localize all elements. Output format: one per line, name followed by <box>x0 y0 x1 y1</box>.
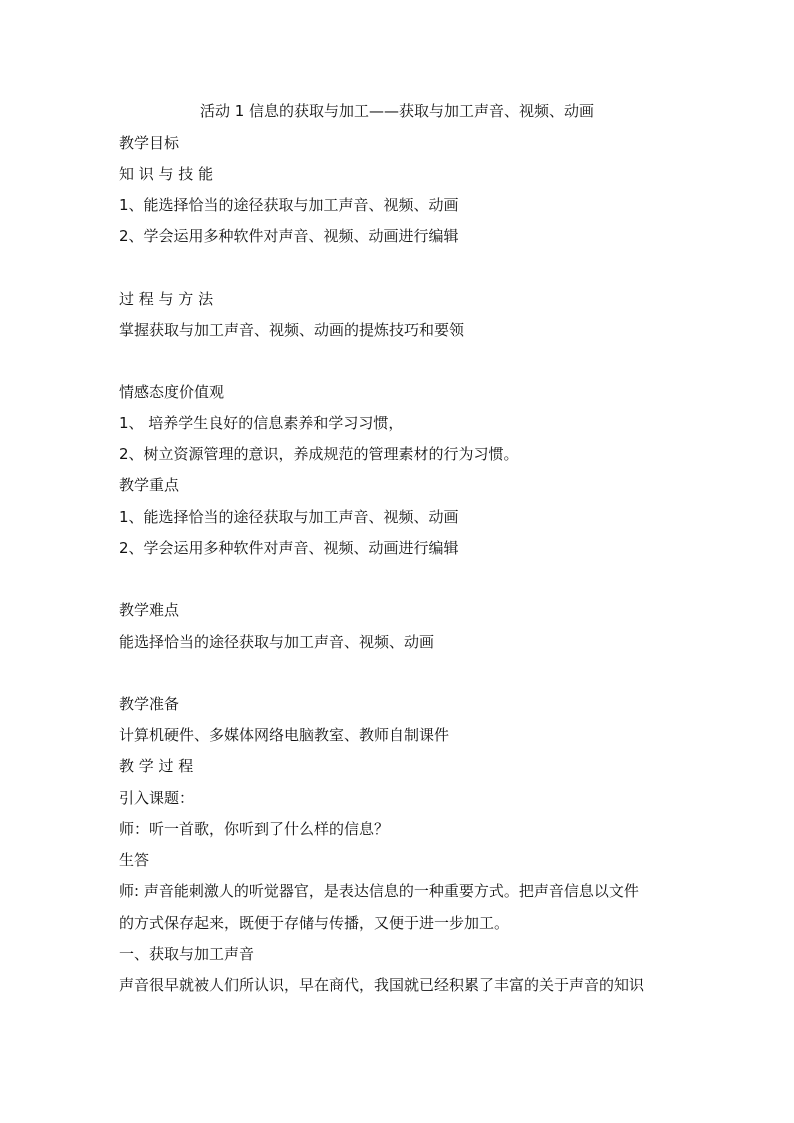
text-line: 师：听一首歌，你听到了什么样的信息？ <box>119 820 390 838</box>
text-line: 1、能选择恰当的途径获取与加工声音、视频、动画 <box>119 196 459 214</box>
text-line: 2、学会运用多种软件对声音、视频、动画进行编辑 <box>119 227 459 245</box>
heading-difficult-points: 教学难点 <box>119 601 180 619</box>
text-line: 掌握获取与加工声音、视频、动画的提炼技巧和要领 <box>119 321 465 339</box>
text-line: 声音很早就被人们所认识，早在商代，我国就已经积累了丰富的关于声音的知识 <box>119 976 645 994</box>
heading-preparation: 教学准备 <box>119 695 180 713</box>
text-line: 引入课题： <box>119 789 195 807</box>
heading-teaching-goals: 教学目标 <box>119 134 180 152</box>
subheading-process-methods: 过 程 与 方 法 <box>119 290 214 308</box>
text-line: 的方式保存起来，既便于存储与传播，又便于进一步加工。 <box>119 914 510 932</box>
text-line: 2、树立资源管理的意识，养成规范的管理素材的行为习惯。 <box>119 445 519 463</box>
heading-key-points: 教学重点 <box>119 476 180 494</box>
section-heading-audio: 一、获取与加工声音 <box>119 945 255 963</box>
text-line: 生答 <box>119 851 150 869</box>
text-line: 1、能选择恰当的途径获取与加工声音、视频、动画 <box>119 508 459 526</box>
text-line: 2、学会运用多种软件对声音、视频、动画进行编辑 <box>119 539 459 557</box>
text-line: 1、 培养学生良好的信息素养和学习习惯， <box>119 414 404 432</box>
subheading-attitude-values: 情感态度价值观 <box>119 383 225 401</box>
text-line: 师: 声音能刺激人的听觉器官，是表达信息的一种重要方式。把声音信息以文件 <box>119 882 639 900</box>
text-line: 能选择恰当的途径获取与加工声音、视频、动画 <box>119 633 435 651</box>
heading-teaching-process: 教 学 过 程 <box>119 757 194 775</box>
text-line: 计算机硬件、多媒体网络电脑教室、教师自制课件 <box>119 726 450 744</box>
subheading-knowledge-skills: 知 识 与 技 能 <box>119 165 214 183</box>
document-title: 活动 1 信息的获取与加工——获取与加工声音、视频、动画 <box>199 102 595 120</box>
